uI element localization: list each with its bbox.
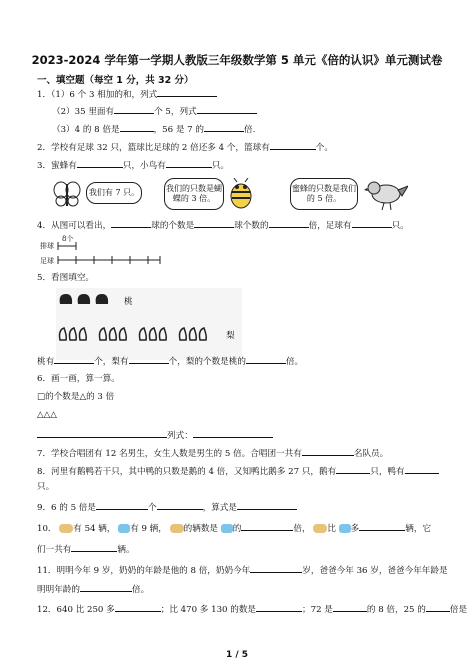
question-1c: （3）4 的 8 倍是 ，56 是 7 的 倍. bbox=[52, 122, 255, 136]
answer-blank[interactable] bbox=[115, 602, 161, 612]
answer-blank[interactable] bbox=[71, 542, 117, 552]
answer-blank[interactable] bbox=[197, 104, 257, 114]
page-title: 2023-2024 学年第一学期人教版三年级数学第 5 单元《倍的认识》单元测试卷 bbox=[31, 53, 443, 67]
question-9: 9．6 的 5 倍是 个 ，算式是 bbox=[37, 500, 297, 514]
pear-label: 梨 bbox=[226, 331, 235, 341]
answer-blank[interactable] bbox=[359, 521, 405, 531]
peach-label: 桃 bbox=[124, 297, 133, 307]
question-8: 8．河里有鹅鸭若干只，其中鸭的只数是鹅的 4 倍，又知鸭比鹅多 27 只，鹅有 只，鸭有 bbox=[37, 464, 439, 478]
question-11-end: 明明年龄的 倍。 bbox=[37, 582, 149, 596]
answer-blank[interactable] bbox=[302, 446, 354, 456]
answer-blank[interactable] bbox=[193, 428, 273, 438]
answer-blank[interactable] bbox=[166, 158, 212, 168]
answer-blank[interactable] bbox=[96, 500, 148, 510]
answer-blank[interactable] bbox=[204, 122, 244, 132]
car-icon bbox=[313, 524, 327, 533]
tractor-icon bbox=[118, 524, 130, 533]
question-5-heading: 5．看图填空。 bbox=[37, 273, 95, 283]
speech-bubble-butterfly: 我们有 7 只。 bbox=[86, 182, 142, 204]
bee-icon bbox=[226, 178, 256, 210]
answer-blank[interactable] bbox=[405, 464, 439, 474]
answer-blank[interactable] bbox=[336, 464, 370, 474]
question-12: 12．640 比 250 多 ；比 470 多 130 的数是 ；72 是 的 8 倍，25 的 倍是 bbox=[37, 602, 467, 616]
answer-blank[interactable] bbox=[352, 218, 392, 228]
answer-blank[interactable] bbox=[250, 563, 302, 573]
answer-blank[interactable] bbox=[270, 140, 316, 150]
answer-blank[interactable] bbox=[157, 87, 217, 97]
peaches-icon bbox=[58, 292, 114, 308]
answer-blank[interactable] bbox=[157, 500, 203, 510]
answer-blank[interactable] bbox=[120, 122, 154, 132]
question-6-heading: 6．画一画，算一算。 bbox=[37, 374, 120, 384]
answer-blank[interactable] bbox=[194, 218, 234, 228]
answer-blank[interactable] bbox=[333, 602, 367, 612]
question-6-work: 列式： bbox=[37, 428, 273, 442]
segment-mark: 8个 bbox=[62, 235, 74, 243]
car-icon bbox=[170, 524, 184, 533]
car-icon bbox=[59, 524, 73, 533]
answer-blank[interactable] bbox=[269, 218, 309, 228]
question-11: 11．明明今年 9 岁，奶奶的年龄是他的 8 倍，奶奶今年 岁，爸爸今年 36 岁，爸爸今年年龄是 bbox=[37, 563, 448, 577]
question-10: 10． 有 54 辆， 有 9 辆， 的辆数是 的 倍， 比 多 辆，它 bbox=[37, 521, 431, 535]
question-1a: 1．（1）6 个 3 相加的和，列式 bbox=[37, 87, 217, 101]
speech-bubble-bee: 我们的只数是蝴蝶的 3 倍。 bbox=[164, 178, 224, 210]
page-number: 1 / 5 bbox=[225, 650, 249, 660]
speech-bubble-bird: 蜜蜂的只数是我们的 5 倍。 bbox=[290, 178, 358, 210]
answer-blank[interactable] bbox=[129, 354, 169, 364]
question-5: 桃有 个，梨有 个，梨的个数是桃的 倍。 bbox=[37, 354, 303, 368]
pears-icon bbox=[58, 326, 220, 342]
butterfly-icon bbox=[52, 180, 82, 208]
answer-blank[interactable] bbox=[77, 158, 123, 168]
question-1b: （2）35 里面有 个 5，列式 bbox=[52, 104, 257, 118]
triangles: △△△ bbox=[37, 410, 57, 420]
question-6-condition: □的个数是△的 3 倍 bbox=[37, 392, 115, 402]
question-7: 7．学校合唱团有 12 名男生，女生人数是男生的 5 倍。合唱团一共有 名队员。 bbox=[37, 446, 388, 460]
volleyball-row-label: 排球 bbox=[40, 242, 54, 250]
answer-blank[interactable] bbox=[114, 104, 154, 114]
answer-blank[interactable] bbox=[80, 582, 132, 592]
tractor-icon bbox=[339, 524, 351, 533]
section-heading: 一、填空题（每空 1 分，共 32 分） bbox=[37, 75, 194, 86]
question-3: 3．蜜蜂有 只，小鸟有 只。 bbox=[37, 158, 229, 172]
question-8-end: 只。 bbox=[37, 482, 55, 492]
answer-blank[interactable] bbox=[54, 354, 94, 364]
bird-icon bbox=[364, 176, 408, 210]
question-2: 2．学校有足球 32 只，篮球比足球的 2 倍还多 4 个，篮球有 个。 bbox=[37, 140, 333, 154]
answer-blank[interactable] bbox=[246, 354, 286, 364]
bar-diagram bbox=[56, 238, 166, 264]
answer-blank[interactable] bbox=[256, 602, 302, 612]
drawing-blank[interactable] bbox=[37, 428, 167, 438]
answer-blank[interactable] bbox=[426, 602, 450, 612]
answer-blank[interactable] bbox=[111, 218, 151, 228]
question-10-end: 们一共有 辆。 bbox=[37, 542, 135, 556]
answer-blank[interactable] bbox=[241, 521, 293, 531]
question-4: 4．从图可以看出， 球的个数是 球个数的 倍，足球有 只。 bbox=[37, 218, 409, 232]
answer-blank[interactable] bbox=[237, 500, 297, 510]
tractor-icon bbox=[221, 524, 233, 533]
football-row-label: 足球 bbox=[40, 257, 54, 265]
